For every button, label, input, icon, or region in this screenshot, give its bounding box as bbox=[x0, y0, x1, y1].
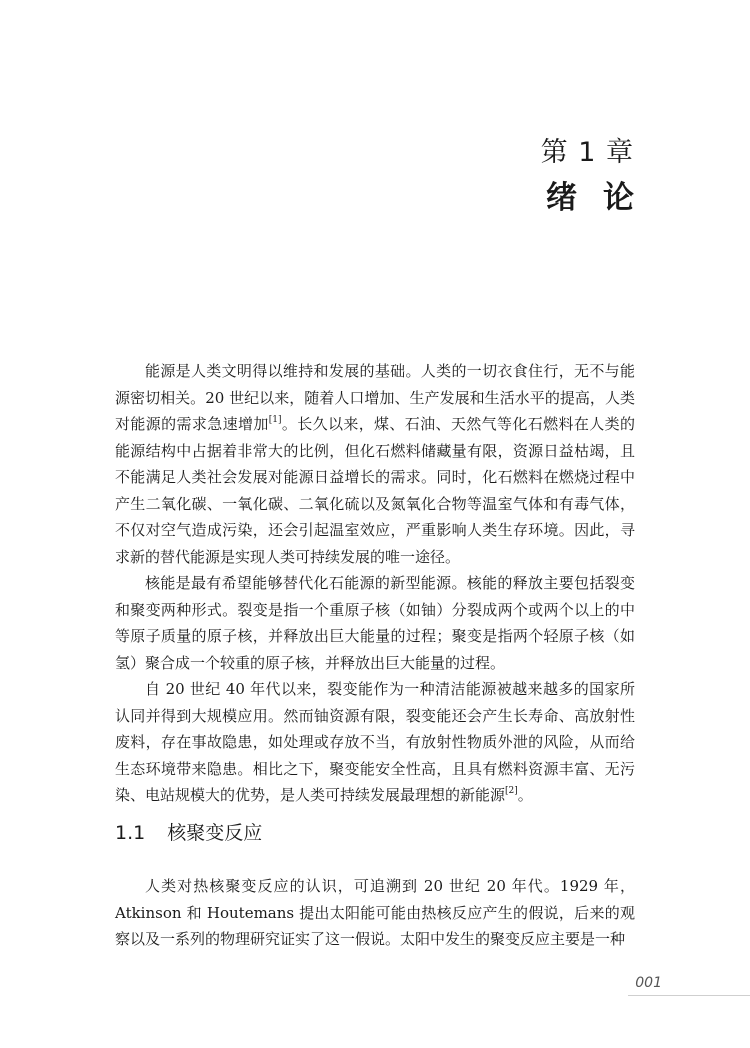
citation-1[interactable]: [1] bbox=[268, 415, 282, 425]
citation-2[interactable]: [2] bbox=[505, 786, 518, 796]
paragraph-energy-foundation bbox=[115, 358, 635, 570]
paragraph-text: 。 bbox=[517, 786, 533, 804]
page-number: 001 bbox=[635, 975, 662, 991]
paragraph-text: 核能是最有希望能够替代化石能源的新型能源。核能的释放主要包括裂变和聚变两种形式。裂变是指一个重原子核（如铀）分裂成两个或两个以上的中等原子质量的原子核，并释放出巨大能量的过程；聚变是指两个轻原子核（如氢）聚合成一个较重的原子核，并释放出巨大能量的过程。 bbox=[115, 574, 635, 672]
paragraph-fusion-history bbox=[115, 873, 635, 953]
paragraph-text: 人类对热核聚变反应的认识，可追溯到 20 世纪 20 年代。1929 年，Atkinson 和 Houtemans 提出太阳能可能由热核反应产生的假说，后来的观察以及一系列的物理研究证实了这一假说。太阳中发生的聚变反应主要是一种 bbox=[115, 877, 635, 948]
paragraph-text: 自 20 世纪 40 年代以来，裂变能作为一种清洁能源被越来越多的国家所认同并得到大规模应用。然而铀资源有限，裂变能还会产生长寿命、高放射性废料，存在事故隐患，如处理或存放不当，有放射性物质外泄的风险，从而给生态环境带来隐患。相比之下，聚变能安全性高，且具有燃料资源丰富、无污染、电站规模大的优势，是人类可持续发展最理想的新能源 bbox=[115, 680, 635, 804]
chapter-number: 第 1 章 bbox=[540, 137, 634, 168]
page-number-rule bbox=[628, 995, 750, 996]
paragraph-fission-fusion bbox=[115, 676, 635, 809]
section-title: 核聚变反应 bbox=[167, 822, 263, 844]
paragraph-text: 。长久以来，煤、石油、天然气等化石燃料在人类的能源结构中占据着非常大的比例，但化石燃料储藏量有限，资源日益枯竭，且不能满足人类社会发展对能源日益增长的需求。同时，化石燃料在燃烧过程中产生二氧化碳、一氧化碳、二氧化硫以及氮氧化合物等温室气体和有毒气体，不仅对空气造成污染，还会引起温室效应，严重影响人类生存环境。因此，寻求新的替代能源是实现人类可持续发展的唯一途径。 bbox=[115, 415, 635, 566]
paragraph-nuclear-energy bbox=[115, 570, 635, 676]
paragraph-text: 能源是人类文明得以维持和发展的基础。人类的一切衣食住行，无不与能源密切相关。20 世纪以来，随着人口增加、生产发展和生活水平的提高，人类对能源的需求急速增加 bbox=[115, 362, 635, 433]
section-number: 1.1 bbox=[115, 822, 146, 844]
chapter-title: 绪论 bbox=[546, 180, 660, 216]
section-heading bbox=[115, 818, 262, 845]
